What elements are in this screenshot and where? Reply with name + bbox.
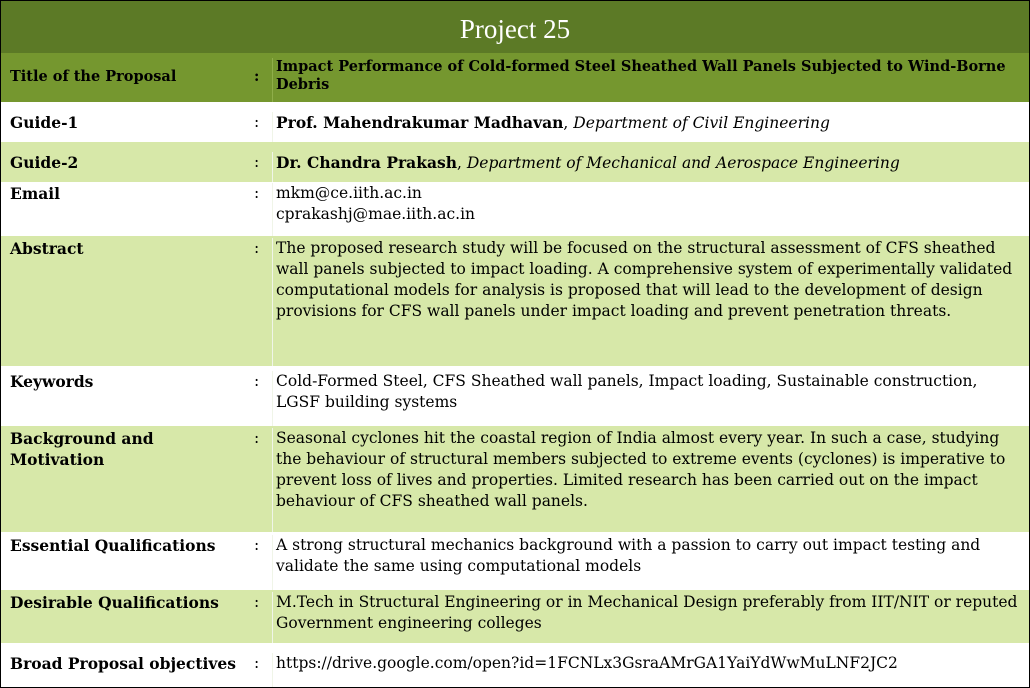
guide2-row: [1, 142, 1029, 182]
guide2-value: [272, 152, 1029, 182]
essential-row: [1, 532, 1029, 590]
proposal-title-label: Title of the Proposal: [10, 68, 177, 85]
background-row: [1, 426, 1029, 532]
guide1-separator: ,: [563, 114, 574, 132]
background-value: Seasonal cyclones hit the coastal region of India almost every year. In such a case, studying the behaviour of structural members subjected to extreme events (cyclones) is imperative to prevent loss of lives and properties. Limited research has been carried out on the impact behaviour of CFS sheathed wall panels.: [272, 428, 1029, 532]
guide2-name: Dr. Chandra Prakash: [276, 153, 457, 172]
proposal-title-row: [1, 53, 1029, 102]
colon: :: [254, 113, 260, 131]
guide1-label: Guide-1: [10, 113, 79, 132]
objectives-label: Broad Proposal objectives: [10, 654, 236, 673]
desirable-value: M.Tech in Structural Engineering or in Mechanical Design preferably from IIT/NIT or reputed Government engineering colleges: [272, 592, 1029, 643]
email-address-1[interactable]: mkm@ce.iith.ac.in: [276, 184, 422, 202]
desirable-row: [1, 590, 1029, 643]
colon: :: [254, 68, 260, 85]
keywords-value: Cold-Formed Steel, CFS Sheathed wall panels, Impact loading, Sustainable construction, LGSF building systems: [272, 371, 1029, 426]
colon: :: [254, 536, 260, 554]
guide2-dept: Department of Mechanical and Aerospace Engineering: [466, 154, 900, 172]
colon: :: [254, 429, 260, 447]
essential-label: Essential Qualifications: [10, 536, 216, 555]
colon: :: [254, 372, 260, 390]
email-address-2[interactable]: cprakashj@mae.iith.ac.in: [276, 205, 476, 223]
email-row: [1, 182, 1029, 236]
page-title: Project 25: [1, 1, 1029, 53]
abstract-value: The proposed research study will be focused on the structural assessment of CFS sheathed wall panels subjected to impact loading. A comprehensive system of experimentally validated computational models for analysis is proposed that will lead to the development of design provisions for CFS wall panels under impact loading and prevent penetration threats.: [272, 238, 1029, 366]
proposal-title-value: Impact Performance of Cold-formed Steel Sheathed Wall Panels Subjected to Wind-Borne Debris: [272, 58, 1029, 102]
guide2-label: Guide-2: [10, 153, 79, 172]
essential-value: A strong structural mechanics background with a passion to carry out impact testing and validate the same using computational models: [272, 535, 1029, 590]
guide1-dept: Department of Civil Engineering: [573, 114, 830, 132]
guide1-name: Prof. Mahendrakumar Madhavan: [276, 113, 564, 132]
guide2-separator: ,: [456, 154, 467, 172]
guide1-value: [272, 112, 1029, 142]
background-label: Background and Motivation: [10, 429, 154, 469]
keywords-row: [1, 366, 1029, 426]
colon: :: [254, 654, 260, 672]
email-value: [272, 183, 1029, 236]
guide1-row: [1, 102, 1029, 142]
objectives-link[interactable]: https://drive.google.com/open?id=1FCNLx3GsraAMrGA1YaiYdWwMuLNF2JC2: [272, 653, 1029, 687]
colon: :: [254, 184, 260, 202]
objectives-row: [1, 643, 1029, 687]
keywords-label: Keywords: [10, 372, 94, 391]
desirable-label: Desirable Qualifications: [10, 593, 219, 612]
colon: :: [254, 593, 260, 611]
email-label: Email: [10, 184, 61, 203]
colon: :: [254, 239, 260, 257]
abstract-row: [1, 236, 1029, 366]
colon: :: [254, 153, 260, 171]
abstract-label: Abstract: [10, 239, 84, 258]
